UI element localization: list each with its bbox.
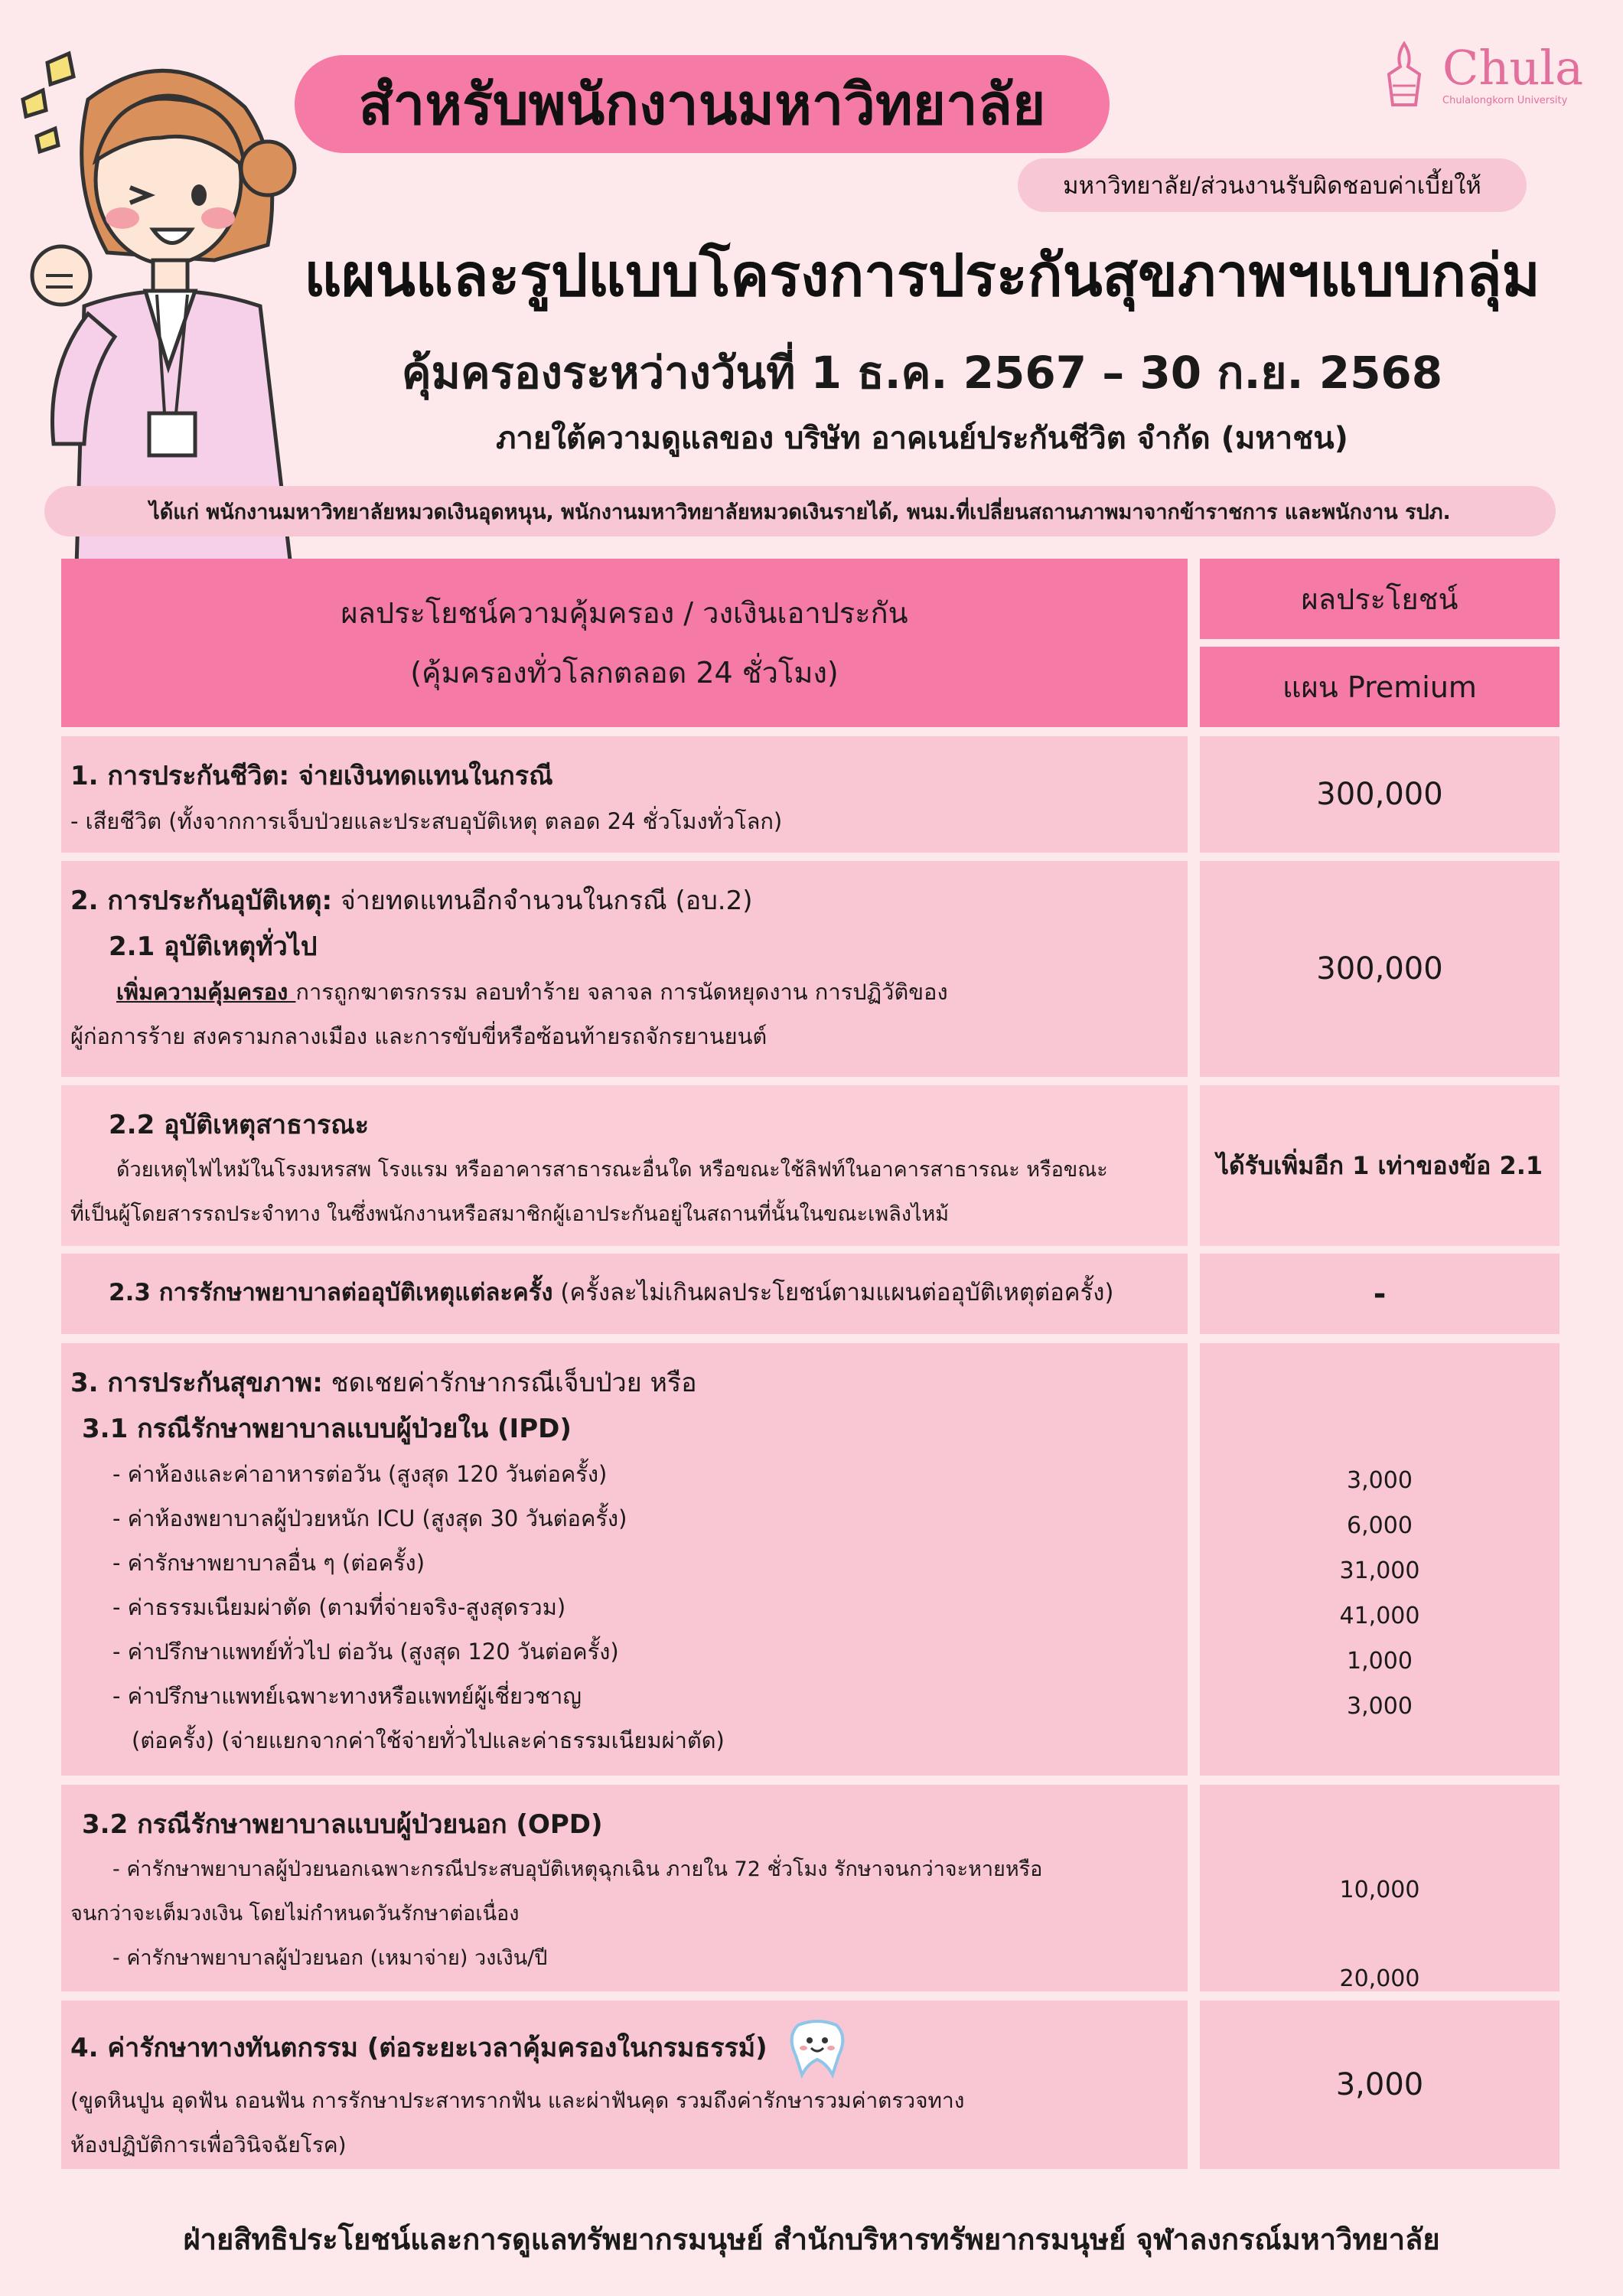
- table-header-plan: [1200, 647, 1559, 727]
- row-health-insurance: [61, 1343, 1188, 1776]
- health-title-rest: ชดเชยค่ารักษากรณีเจ็บป่วย หรือ: [322, 1368, 697, 1398]
- accident-value: 300,000: [1200, 861, 1559, 1077]
- spark-lines-icon: [23, 54, 73, 152]
- table-header-benefit: [1200, 559, 1559, 639]
- dental-line-1: (ขูดหินปูน อุดฟัน ถอนฟัน การรักษาประสาทรากฟัน และผ่าฟันคุด รวมถึงค่ารักษารวมค่าตรวจทาง: [70, 2088, 965, 2113]
- extra-coverage-text-2: ผู้ก่อการร้าย สงครามกลางเมือง และการขับขี่หรือซ้อนท้ายรถจักรยานยนต์: [70, 1023, 768, 1049]
- public-accident-title: 2.2 อุบัติเหตุสาธารณะ: [109, 1110, 370, 1140]
- footer-department: ฝ่ายสิทธิประโยชน์และการดูแลทรัพยากรมนุษย์ สำนักบริหารทรัพยากรมนุษย์ จุฬาลงกรณ์มหาวิทยาลัย: [183, 2223, 1440, 2256]
- ipd-value-5: 3,000: [1347, 1693, 1413, 1720]
- life-detail: - เสียชีวิต (ทั้งจากการเจ็บป่วยและประสบอุบัติเหตุ ตลอด 24 ชั่วโมงทั่วโลก): [70, 808, 783, 834]
- ipd-value-0: 3,000: [1347, 1467, 1413, 1494]
- public-accident-line-1: ด้วยเหตุไฟไหม้ในโรงมหรสพ โรงแรม หรืออาคารสาธารณะอื่นใด หรือขณะใช้ลิฟท์ในอาคารสาธารณะ หรือขณะ: [116, 1158, 1108, 1182]
- eligibility-note: ได้แก่ พนักงานมหาวิทยาลัยหมวดเงินอุดหนุน, พนักงานมหาวิทยาลัยหมวดเงินรายได้, พนม.ที่เปลี่ยนสถานภาพมาจากข้าราชการ และพนักงาน รปภ.: [44, 486, 1556, 536]
- ipd-values: [1200, 1343, 1559, 1776]
- row-accident-insurance: [61, 861, 1188, 1077]
- extra-coverage-label: เพิ่มความคุ้มครอง: [116, 979, 296, 1005]
- ipd-item-4: - ค่าปรึกษาแพทย์ทั่วไป ต่อวัน (สูงสุด 120 วันต่อครั้ง): [112, 1639, 619, 1665]
- ipd-item-0: - ค่าห้องและค่าอาหารต่อวัน (สูงสุด 120 วันต่อครั้ง): [112, 1461, 608, 1487]
- accident-medical-title: 2.3 การรักษาพยาบาลต่ออุบัติเหตุแต่ละครั้ง: [109, 1279, 553, 1306]
- main-title: แผนและรูปแบบโครงการประกันสุขภาพฯแบบกลุ่ม: [304, 241, 1540, 309]
- header-benefit-label: ผลประโยชน์: [1301, 582, 1458, 616]
- responsible-party-note: มหาวิทยาลัย/ส่วนงานรับผิดชอบค่าเบี้ยให้: [1018, 158, 1527, 212]
- chula-logo: [1377, 40, 1584, 116]
- accident-title-rest: จ่ายทดแทนอีกจำนวนในกรณี (อบ.2): [332, 885, 753, 916]
- opd-value-1: 10,000: [1339, 1877, 1420, 1903]
- audience-title: สำหรับพนักงานมหาวิทยาลัย: [295, 55, 1110, 153]
- header-worldwide-note: (คุ้มครองทั่วโลกตลอด 24 ชั่วโมง): [410, 656, 839, 690]
- health-title-bold: 3. การประกันสุขภาพ:: [70, 1368, 323, 1398]
- row-dental: [61, 2001, 1188, 2169]
- life-title: 1. การประกันชีวิต: จ่ายเงินทดแทนในกรณี: [70, 761, 553, 791]
- ipd-title: 3.1 กรณีรักษาพยาบาลแบบผู้ป่วยใน (IPD): [82, 1414, 572, 1444]
- insurer-line: ภายใต้ความดูแลของ บริษัท อาคเนย์ประกันชีวิต จำกัด (มหาชน): [496, 421, 1348, 456]
- accident-medical-value: -: [1200, 1254, 1559, 1334]
- accident-medical-note: (ครั้งละไม่เกินผลประโยชน์ตามแผนต่ออุบัติเหตุต่อครั้ง): [552, 1279, 1114, 1306]
- dental-title: 4. ค่ารักษาทางทันตกรรม (ต่อระยะเวลาคุ้มครองในกรมธรรม์): [70, 2033, 768, 2063]
- opd-line-2: จนกว่าจะเต็มวงเงิน โดยไม่กำหนดวันรักษาต่อเนื่อง: [70, 1902, 520, 1926]
- header-benefits-label: ผลประโยชน์ความคุ้มครอง / วงเงินเอาประกัน: [341, 596, 908, 630]
- extra-coverage-text: การถูกฆาตรกรรม ลอบทำร้าย จลาจล การนัดหยุดงาน การปฏิวัติของ: [295, 979, 948, 1005]
- table-header-benefits: [61, 559, 1188, 727]
- row-opd: [61, 1785, 1188, 1991]
- ipd-item-5: - ค่าปรึกษาแพทย์เฉพาะทางหรือแพทย์ผู้เชี่ยวชาญ: [112, 1683, 582, 1709]
- logo-wordmark: Chula: [1442, 40, 1584, 96]
- smiling-tooth-icon: [779, 2017, 855, 2079]
- dental-line-2: ห้องปฏิบัติการเพื่อวินิจฉัยโรค): [70, 2132, 347, 2157]
- ipd-value-2: 31,000: [1339, 1557, 1420, 1584]
- ipd-value-4: 1,000: [1347, 1648, 1413, 1675]
- opd-title: 3.2 กรณีรักษาพยาบาลแบบผู้ป่วยนอก (OPD): [82, 1809, 603, 1840]
- ipd-value-1: 6,000: [1347, 1512, 1413, 1539]
- dental-value: 3,000: [1200, 2001, 1559, 2169]
- accident-title-bold: 2. การประกันอุบัติเหตุ:: [70, 885, 333, 916]
- opd-values: [1200, 1785, 1559, 1991]
- ipd-item-1: - ค่าห้องพยาบาลผู้ป่วยหนัก ICU (สูงสุด 30 วันต่อครั้ง): [112, 1505, 627, 1531]
- logo-subtitle: Chulalongkorn University: [1442, 95, 1568, 106]
- public-accident-value: ได้รับเพิ่มอีก 1 เท่าของข้อ 2.1: [1200, 1085, 1559, 1246]
- opd-value-2: 20,000: [1339, 1965, 1420, 1992]
- ipd-item-2: - ค่ารักษาพยาบาลอื่น ๆ (ต่อครั้ง): [112, 1550, 425, 1576]
- public-accident-line-2: ที่เป็นผู้โดยสารรถประจำทาง ในซึ่งพนักงานหรือสมาชิกผู้เอาประกันอยู่ในสถานที่นั้นในขณะเพลิงไหม้: [70, 1202, 950, 1226]
- row-accident-medical: [61, 1254, 1188, 1334]
- row-public-accident: [61, 1085, 1188, 1246]
- opd-line-1: - ค่ารักษาพยาบาลผู้ป่วยนอกเฉพาะกรณีประสบอุบัติเหตุฉุกเฉิน ภายใน 72 ชั่วโมง รักษาจนกว่าจะหายหรือ: [112, 1857, 1043, 1881]
- chula-emblem-icon: [1377, 40, 1431, 109]
- ipd-value-3: 41,000: [1339, 1603, 1420, 1629]
- life-value: 300,000: [1200, 736, 1559, 853]
- ipd-item-3: - ค่าธรรมเนียมผ่าตัด (ตามที่จ่ายจริง-สูงสุดรวม): [112, 1594, 566, 1620]
- row-life-insurance: [61, 736, 1188, 853]
- opd-line-3: - ค่ารักษาพยาบาลผู้ป่วยนอก (เหมาจ่าย) วงเงิน/ปี: [112, 1946, 548, 1970]
- ipd-specialist-note: (ต่อครั้ง) (จ่ายแยกจากค่าใช้จ่ายทั่วไปและค่าธรรมเนียมผ่าตัด): [132, 1727, 725, 1753]
- accident-general-title: 2.1 อุบัติเหตุทั่วไป: [109, 931, 318, 962]
- header-plan-label: แผน Premium: [1282, 670, 1477, 704]
- coverage-period: คุ้มครองระหว่างวันที่ 1 ธ.ค. 2567 – 30 ก.ย. 2568: [401, 347, 1443, 399]
